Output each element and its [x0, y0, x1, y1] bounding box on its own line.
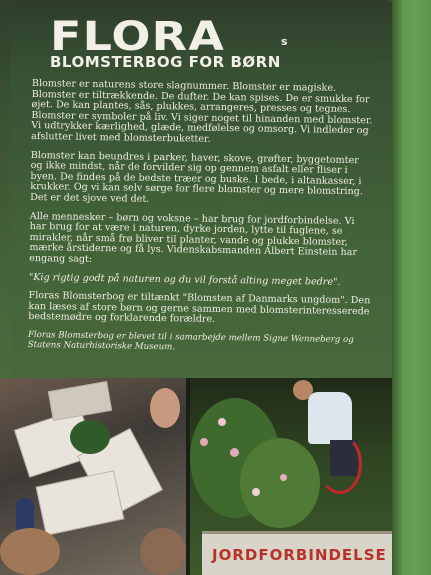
- photo-drawing-flowers: [0, 378, 186, 575]
- garden-sign-text: JORDFORBINDELSE: [212, 546, 387, 564]
- blurb-paragraph-1: Blomster er naturens store slagnummer. Blomster er magiske. Blomster er tiltrækkende. De dufter. De kan spises. De er smukke for øjet. De kan plantes, sås, plukkes, arrangeres, presses og tegnes. Blomster er symboler på liv. Vi siger noget til hinanden med blomster. Vi udtrykker kærlighed, glæde, medfølelse og omsorg. Vi indleder og afslutter livet med blomsterbuketter.: [31, 78, 373, 145]
- book-spine-edge: [389, 0, 431, 575]
- book-title-suffix: s: [281, 35, 288, 48]
- einstein-quote: "Kig rigtig godt på naturen og du vil forstå alting meget bedre".: [28, 271, 341, 288]
- photo-strip: [0, 378, 392, 575]
- collaboration-credit: Floras Blomsterbog er blevet til i samarbejde mellem Signe Wenneberg og Statens Naturhistoriske Museum.: [27, 329, 354, 352]
- book-subtitle: BLOMSTERBOG FOR BØRN: [50, 53, 281, 71]
- blurb-paragraph-2: Blomster kan beundres i parker, haver, skove, grøfter, byggetomter og ikke mindst, når de forvilder sig op gennem asfalt eller fliser i byen. De findes på de bedste træer og buske. I bede, i altankasser, i krukker. Og vi kan selv sørge for flere blomster og mere blomstring. Det er det sjove ved det.: [30, 149, 363, 205]
- photo-child-watering-garden: [190, 378, 392, 575]
- blurb-text: [28, 79, 374, 364]
- book-title: FLORA: [50, 14, 225, 60]
- blurb-paragraph-4: Floras Blomsterbog er tiltænkt "Blomsten af Danmarks ungdom". Den kan læses af store børn og gerne sammen med blomsterinteresserede bedstemødre og forklarende forældre.: [28, 290, 371, 326]
- blurb-paragraph-3: Alle mennesker – børn og voksne – har brug for jordforbindelse. Vi har brug for at være i naturen, dyrke jorden, lytte til fuglene, se mirakler, når små frø bliver til planter, vande og plukke blomster, mærke årstiderne og få lys. Videnskabsmanden Albert Einstein har engang sagt:: [29, 210, 358, 265]
